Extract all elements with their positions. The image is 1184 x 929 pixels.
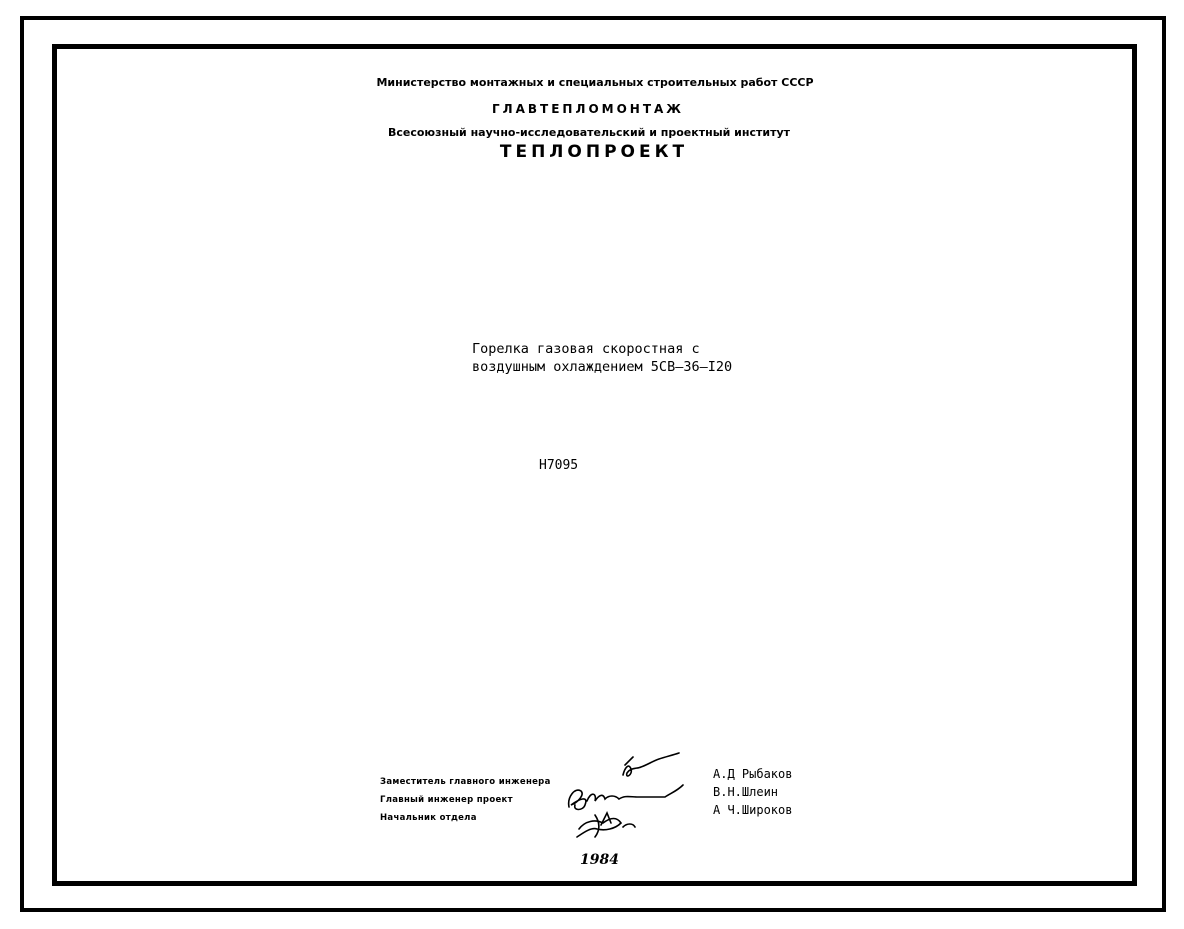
approval-role: Начальник отдела xyxy=(380,813,477,823)
approval-name: А.Д Рыбаков xyxy=(713,767,793,781)
document-title xyxy=(472,340,732,376)
approval-roles xyxy=(380,773,551,827)
institute-name: ТЕПЛОПРОЕКТ xyxy=(499,142,689,162)
document-code: Н7095 xyxy=(539,458,579,473)
document-year: 1984 xyxy=(580,852,619,868)
approval-role: Заместитель главного инженера xyxy=(380,777,551,787)
approval-name: В.Н.Шлеин xyxy=(713,785,779,799)
approval-name: А Ч.Широков xyxy=(713,803,793,817)
glavk-heading: ГЛАВТЕПЛОМОНТАЖ xyxy=(492,102,684,116)
institute-heading: Всесоюзный научно-исследовательский и проектный институт xyxy=(387,126,791,139)
document-title-line-2: воздушным охлаждением 5СВ–36–I20 xyxy=(472,359,733,375)
signatures-image xyxy=(555,745,695,855)
ministry-heading: Министерство монтажных и специальных строительных работ СССР xyxy=(376,76,814,89)
approval-role: Главный инженер проект xyxy=(380,795,513,805)
document-title-line-1: Горелка газовая скоростная с xyxy=(472,341,700,357)
approval-names xyxy=(713,765,792,819)
